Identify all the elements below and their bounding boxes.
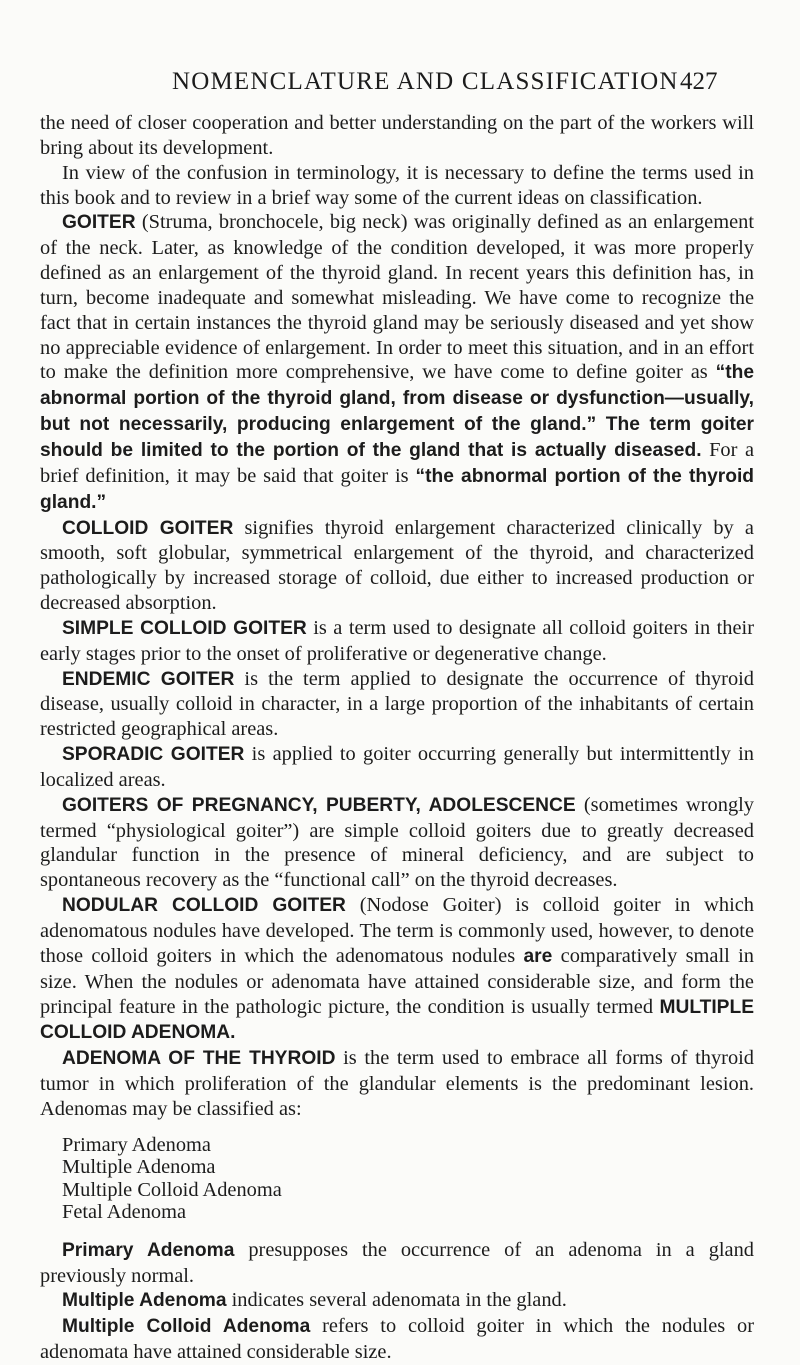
definition-goiters-of-pregnancy: GOITERS OF PREGNANCY, PUBERTY, ADOLESCENCE (sometimes wrongly termed “physiological goiter”) are simple colloid goiters due to greatly decreased glandular function in the presence of mineral deficiency, and are subject to spontaneous recovery as the “functional call” on the thyroid decreases. [40, 793, 755, 892]
definition-multiple-colloid-adenoma: Multiple Colloid Adenoma refers to colloid goiter in which the nodules or adenomata have attained considerable size. [40, 1315, 754, 1364]
definition-colloid-goiter: COLLOID GOITER signifies thyroid enlargement characterized clinically by a smooth, soft globular, symmetrical enlargement of the thyroid, and characterized pathologically by increased storage of colloid, due either to increased production or decreased absorption. [40, 516, 754, 615]
term-heading: Multiple Colloid Adenoma [62, 1316, 311, 1338]
term-heading: Primary Adenoma [62, 1239, 235, 1261]
term-heading: Multiple Adenoma [62, 1290, 227, 1312]
term-heading: COLLOID GOITER [62, 517, 234, 539]
list-item: Fetal Adenoma [62, 1201, 187, 1224]
term-heading: GOITER [62, 212, 136, 234]
paragraph: the need of closer cooperation and better understanding on the part of the workers will bring about its development. [40, 112, 754, 159]
term-heading: ENDEMIC GOITER [62, 668, 235, 690]
definition-simple-colloid-goiter: SIMPLE COLLOID GOITER is a term used to designate all colloid goiters in their early stages prior to the onset of proliferative or degenerative change. [40, 616, 754, 665]
definition-primary-adenoma: Primary Adenoma presupposes the occurrence of an adenoma in a gland previously normal. [40, 1238, 754, 1287]
list-item: Multiple Colloid Adenoma [62, 1178, 282, 1201]
definition-multiple-adenoma: Multiple Adenoma indicates several adenomata in the gland. [62, 1289, 567, 1312]
term-heading: GOITERS OF PREGNANCY, PUBERTY, ADOLESCENCE [62, 794, 576, 816]
definition-endemic-goiter: ENDEMIC GOITER is the term applied to designate the occurrence of thyroid disease, usually colloid in character, in a large proportion of the inhabitants of certain restricted geographical areas. [40, 667, 754, 741]
running-head: NOMENCLATURE AND CLASSIFICATION [172, 68, 679, 95]
definition-goiter: GOITER (Struma, bronchocele, big neck) was originally defined as an enlargement of the neck. Later, as knowledge of the condition developed, it was more properly defined as an enlargement of the thyroid gland. In recent years this definition has, in turn, become inadequate and somewhat misleading. We have come to recognize the fact that in certain instances the thyroid gland may be seriously diseased and yet show no appreciable evidence of enlargement. In order to meet this situation, and in an effort to make the definition more comprehensive, we have come to define goiter as “the abnormal portion of the thyroid gland, from disease or dysfunction—usually, but not necessarily, producing enlargement of the gland.” The term goiter should be limited to the portion of the gland that is actually diseased. For a brief definition, it may be said that goiter is “the abnormal portion of the thyroid gland.” [40, 211, 754, 513]
adenoma-classification-list [62, 1134, 754, 1224]
bold-term: MULTIPLE COLLOID ADENOMA. [40, 996, 754, 1044]
term-heading: SIMPLE COLLOID GOITER [62, 617, 307, 639]
term-heading: ADENOMA OF THE THYROID [62, 1048, 336, 1070]
term-heading: SPORADIC GOITER [62, 744, 245, 766]
page-header [0, 68, 800, 98]
paragraph: In view of the confusion in terminology, it is necessary to define the terms used in this book and to review in a brief way some of the current ideas on classification. [40, 161, 754, 209]
page-body [40, 111, 754, 1365]
list-item: Multiple Adenoma [62, 1156, 216, 1179]
bold-definition: “the abnormal portion of the thyroid gland, from disease or dysfunction—usually, but not necessarily, producing enlargement of the gland.” The term goiter should be limited to the portion of the gland that is actually diseased. [40, 362, 754, 461]
definition-sporadic-goiter: SPORADIC GOITER is applied to goiter occurring generally but intermittently in localized areas. [40, 743, 754, 791]
bold-word: are [523, 945, 553, 967]
list-item: Primary Adenoma [62, 1133, 211, 1156]
definition-nodular-colloid-goiter: NODULAR COLLOID GOITER (Nodose Goiter) is colloid goiter in which adenomatous nodules have developed. The term is commonly used, however, to denote those colloid goiters in which the adenomatous nodules are comparatively small in size. When the nodules or adenomata have attained considerable size, and form the principal feature in the pathologic picture, the condition is usually termed MULTIPLE COLLOID ADENOMA. [40, 894, 755, 1044]
adenoma-definitions [40, 1238, 754, 1365]
term-heading: NODULAR COLLOID GOITER [62, 895, 346, 917]
definition-adenoma: ADENOMA OF THE THYROID is the term used to embrace all forms of thyroid tumor in which proliferation of the glandular elements is the predominant lesion. Adenomas may be classified as: [40, 1047, 754, 1120]
bold-definition: “the abnormal portion of the thyroid gland.” [40, 465, 754, 513]
page-number: 427 [680, 68, 718, 95]
